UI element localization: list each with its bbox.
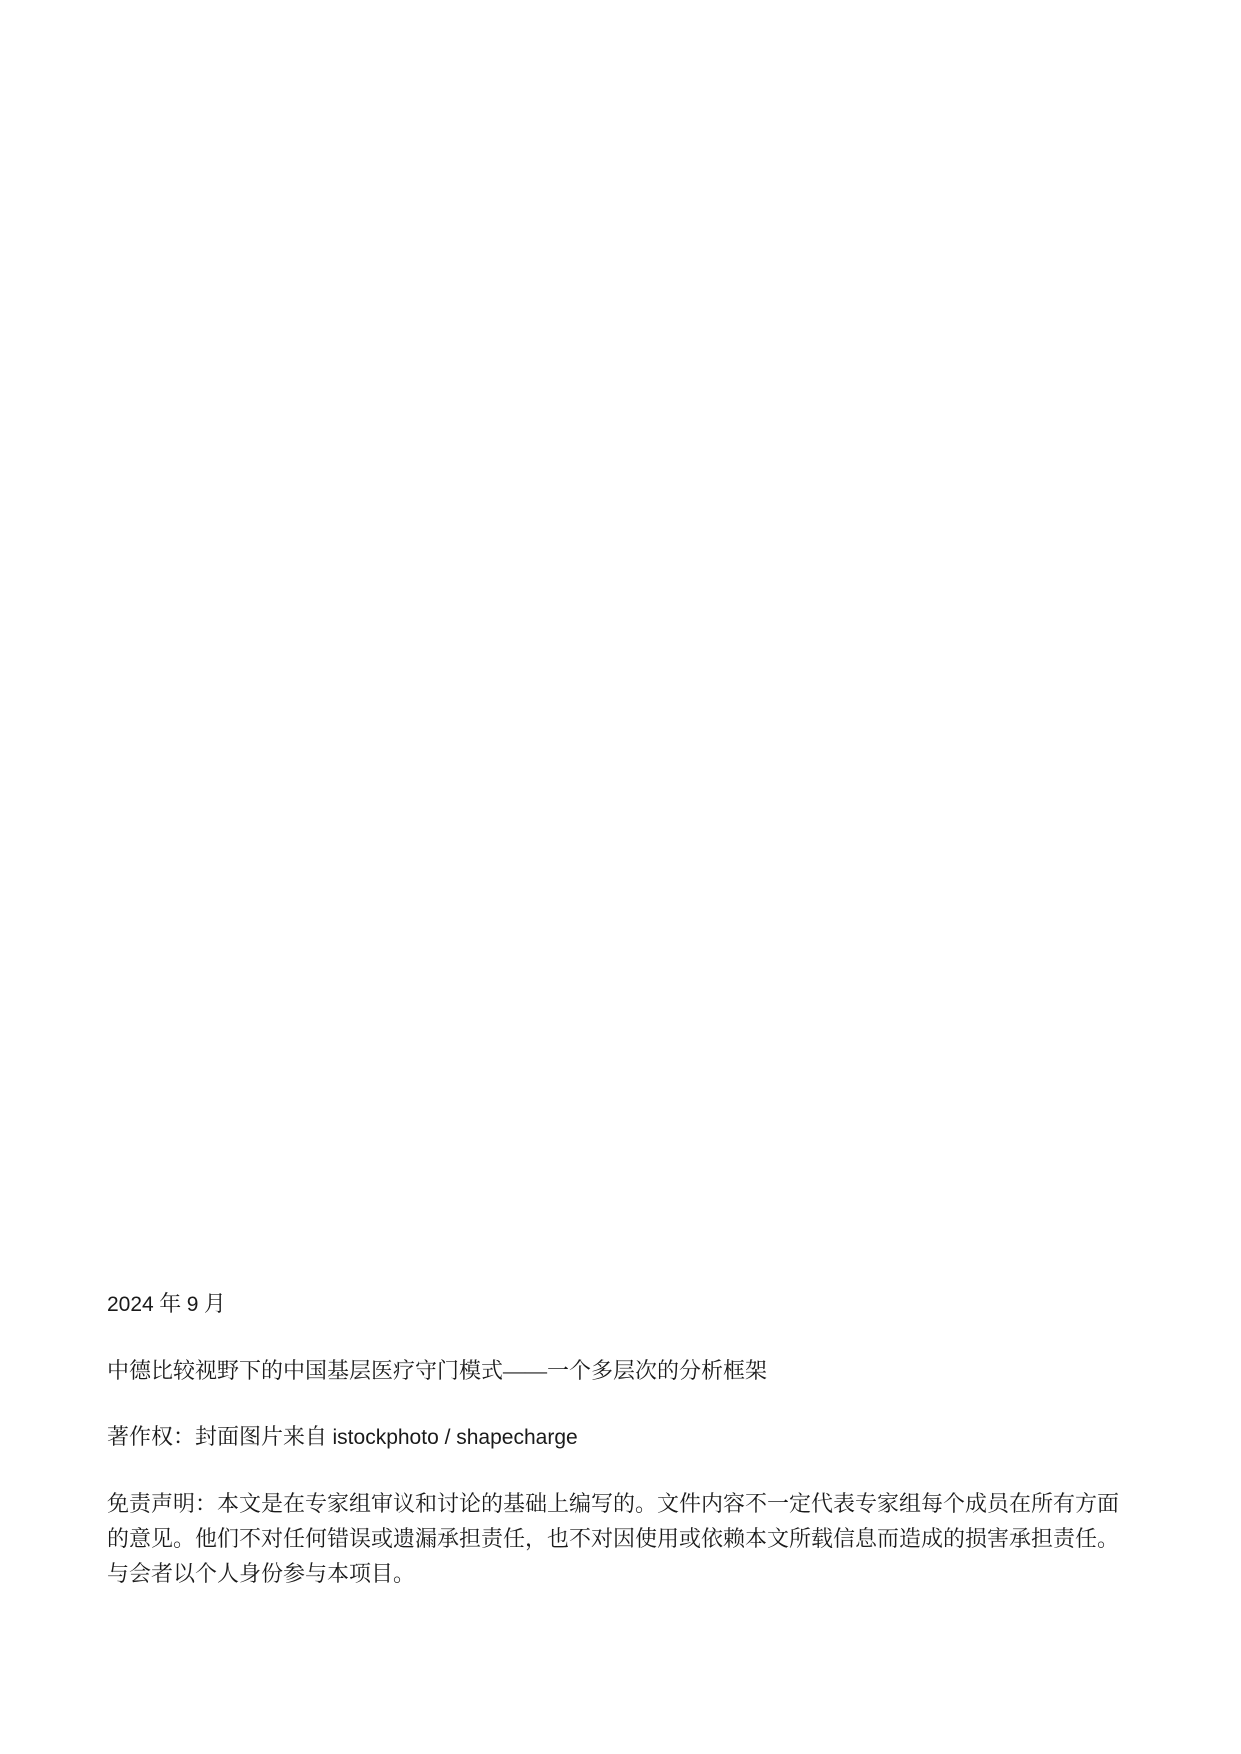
date-year: 2024 bbox=[107, 1293, 154, 1316]
date-month: 9 bbox=[186, 1293, 199, 1316]
copyright-credit: istockphoto / shapecharge bbox=[332, 1426, 578, 1449]
date-month-unit: 月 bbox=[203, 1291, 226, 1316]
disclaimer-paragraph: 免责声明：本文是在专家组审议和讨论的基础上编写的。文件内容不一定代表专家组每个成员在所有方面的意见。他们不对任何错误或遗漏承担责任，也不对因使用或依赖本文所载信息而造成的损害承担责任。与会者以个人身份参与本项目。 bbox=[107, 1491, 1120, 1586]
date-line bbox=[107, 1286, 1119, 1322]
copyright-prefix: 著作权：封面图片来自 bbox=[107, 1424, 328, 1449]
document-title: 中德比较视野下的中国基层医疗守门模式——一个多层次的分析框架 bbox=[107, 1358, 768, 1383]
date-year-unit: 年 bbox=[159, 1291, 182, 1316]
page-content bbox=[107, 1286, 1119, 1591]
copyright-line bbox=[107, 1419, 1119, 1455]
